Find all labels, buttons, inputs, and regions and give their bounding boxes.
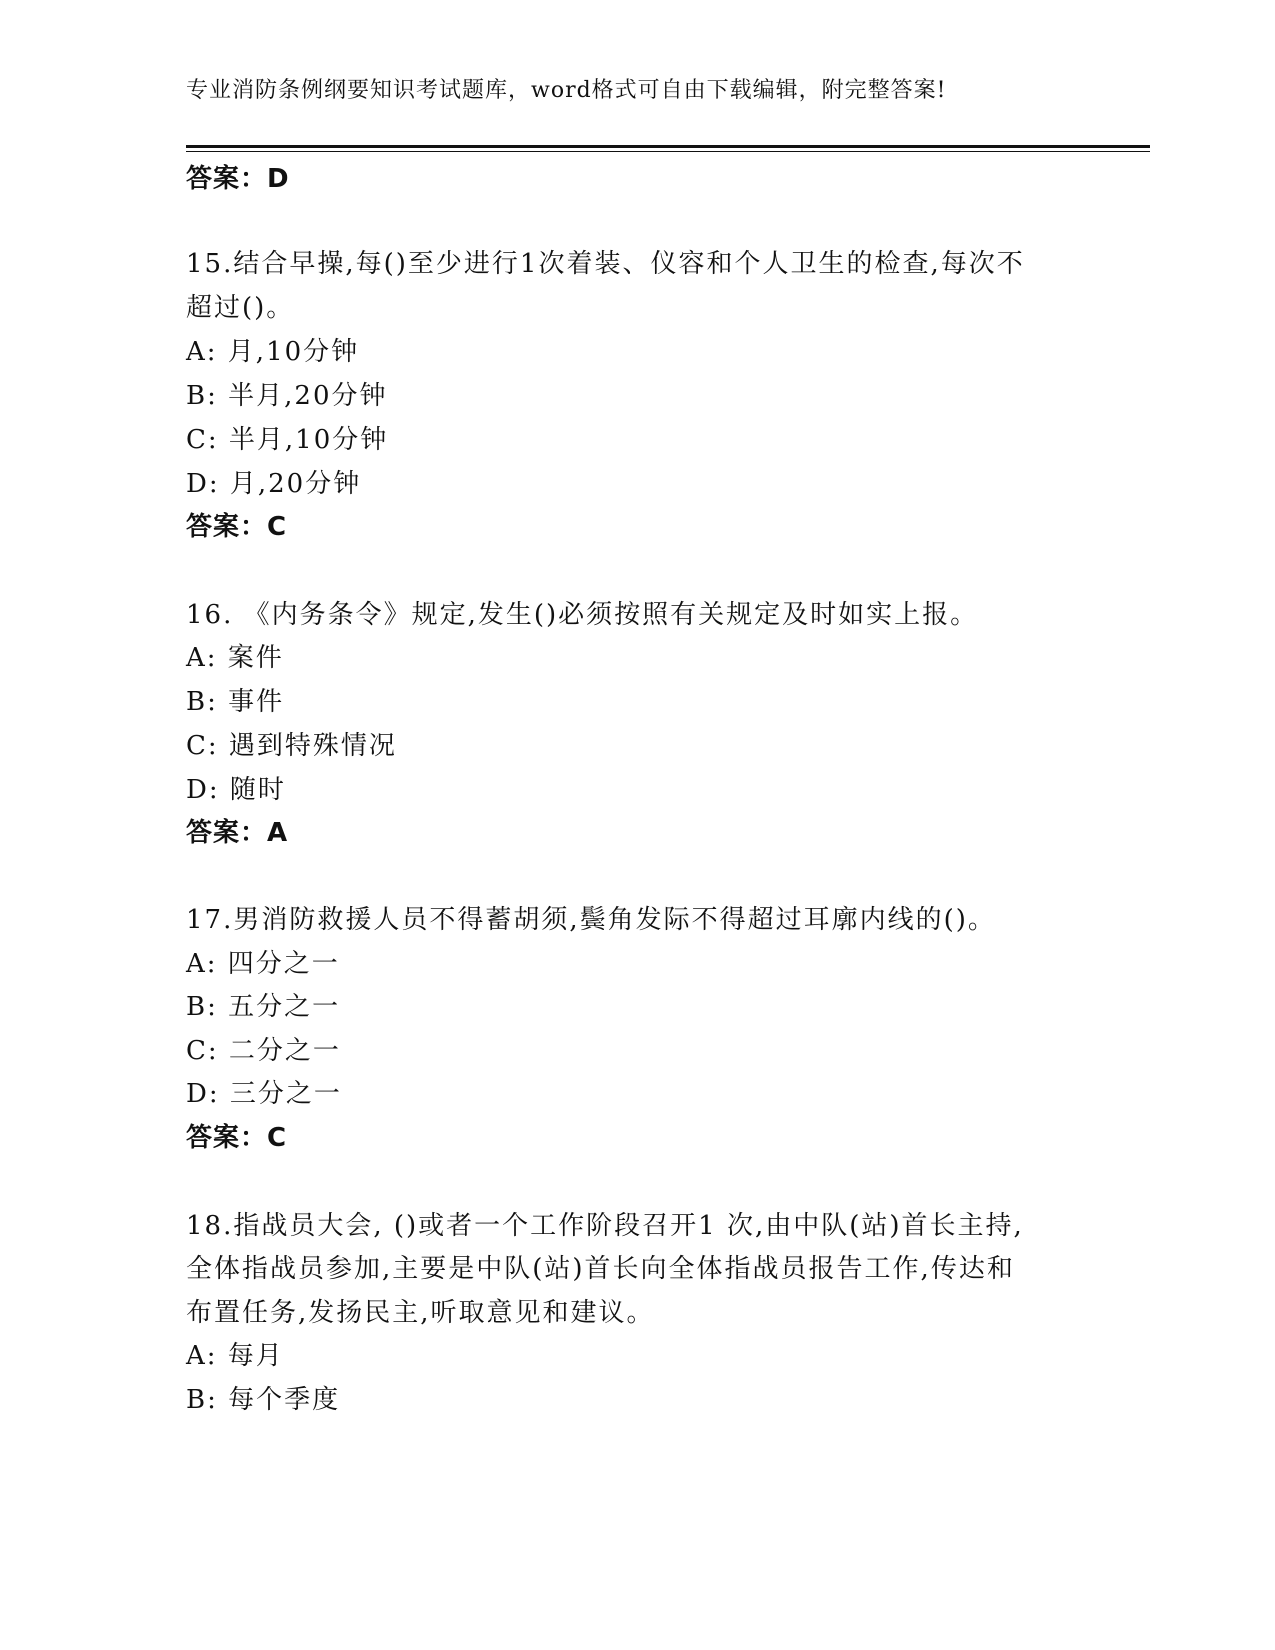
option-a: A: 月,10分钟 <box>186 337 360 367</box>
question-text: 布置任务,发扬民主,听取意见和建议。 <box>186 1298 655 1328</box>
answer-label: 答案：A <box>186 818 289 848</box>
option-b: B: 五分之一 <box>186 992 341 1022</box>
option-a: A: 案件 <box>186 643 284 673</box>
option-b: B: 事件 <box>186 687 285 717</box>
option-c: C: 二分之一 <box>186 1036 341 1066</box>
option-b: B: 每个季度 <box>186 1385 341 1415</box>
option-d: D: 随时 <box>186 775 286 805</box>
question-text: 17.男消防救援人员不得蓄胡须,鬓角发际不得超过耳廓内线的()。 <box>186 905 996 935</box>
option-a: A: 四分之一 <box>186 949 340 979</box>
question-text: 18.指战员大会, ()或者一个工作阶段召开1 次,由中队(站)首长主持, <box>186 1211 1024 1241</box>
answer-label: 答案：C <box>186 1123 288 1153</box>
answer-label: 答案：C <box>186 512 288 542</box>
header-rule-thin <box>186 151 1150 152</box>
option-c: C: 半月,10分钟 <box>186 425 389 455</box>
question-text: 15.结合早操,每()至少进行1次着装、仪容和个人卫生的检查,每次不 <box>186 249 1025 279</box>
option-b: B: 半月,20分钟 <box>186 381 388 411</box>
answer-label: 答案：D <box>186 164 290 194</box>
option-a: A: 每月 <box>186 1341 284 1371</box>
header-rule-thick <box>186 145 1150 148</box>
option-c: C: 遇到特殊情况 <box>186 731 397 761</box>
question-text: 16. 《内务条令》规定,发生()必须按照有关规定及时如实上报。 <box>186 600 979 630</box>
option-d: D: 月,20分钟 <box>186 469 362 499</box>
option-d: D: 三分之一 <box>186 1079 342 1109</box>
page-header: 专业消防条例纲要知识考试题库，word格式可自由下载编辑，附完整答案! <box>186 78 947 103</box>
question-text: 超过()。 <box>186 293 295 323</box>
question-text: 全体指战员参加,主要是中队(站)首长向全体指战员报告工作,传达和 <box>186 1254 1015 1284</box>
